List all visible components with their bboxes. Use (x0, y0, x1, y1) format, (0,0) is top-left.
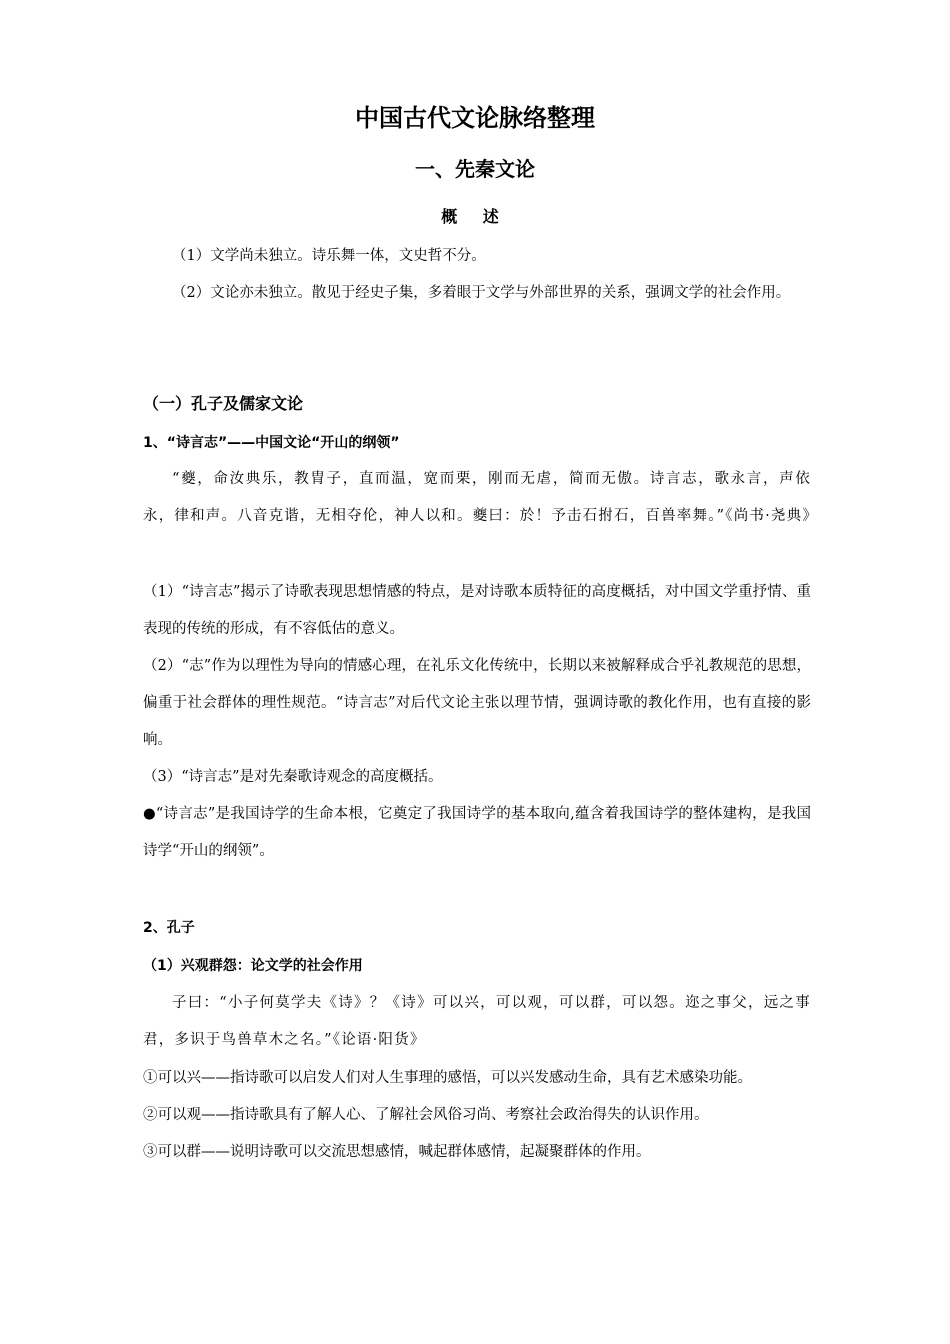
part1-heading: （一）孔子及儒家文论 (143, 394, 304, 413)
overview-block (143, 238, 811, 312)
overview-title: 概 述 (441, 207, 509, 226)
overview-point: （2）文论亦未独立。散见于经史子集，多着眼于文学与外部世界的关系，强调文学的社会作用。 (172, 285, 791, 301)
sub1-point: （2）“志”作为以理性为导向的情感心理，在礼乐文化传统中，长期以来被解释成合乎礼教规范的思想，偏重于社会群体的理性规范。“诗言志”对后代文论主张以理节情，强调诗歌的教化作用，也有直接的影响。 (143, 658, 811, 748)
sub2-heading-block (143, 914, 811, 942)
sub1-quote: “夔，命汝典乐，教胄子，直而温，宽而栗，刚而无虐，简而无傲。诗言志，歌永言，声依永，律和声。八音克谐，无相夺伦，神人以和。夔曰：於！予击石拊石，百兽率舞。”《尚书·尧典》 (143, 471, 819, 524)
sub2-point: ②可以观——指诗歌具有了解人心、了解社会风俗习尚、考察社会政治得失的认识作用。 (143, 1107, 709, 1123)
sub1-heading: 1、“诗言志”——中国文论“开山的纲领” (143, 435, 400, 451)
sub1-quote-block (143, 461, 819, 535)
part1-heading-block (143, 390, 811, 418)
sub2-quote-block (143, 985, 811, 1059)
sub1-points-block (143, 574, 811, 870)
sub1-heading-block (143, 429, 811, 457)
sub2-point: ③可以群——说明诗歌可以交流思想感情，喊起群体感情，起凝聚群体的作用。 (143, 1144, 651, 1160)
sub2-heading: 2、孔子 (143, 920, 195, 936)
document-title: 中国古代文论脉络整理 (355, 104, 595, 132)
sub2-subheading: （1）兴观群怨：论文学的社会作用 (143, 958, 363, 974)
sub2-quote: 子曰：“小子何莫学夫《诗》？《诗》可以兴，可以观，可以群，可以怨。迩之事父，远之事君，多识于鸟兽草木之名。”《论语·阳货》 (143, 995, 811, 1048)
sub2-points-block (143, 1060, 811, 1171)
sub2-subheading-block (143, 952, 811, 980)
section-title: 一、先秦文论 (415, 157, 535, 181)
overview-point: （1）文学尚未独立。诗乐舞一体，文史哲不分。 (172, 248, 486, 264)
sub1-conclusion: ●“诗言志”是我国诗学的生命本根，它奠定了我国诗学的基本取向,蕴含着我国诗学的整体建构，是我国诗学“开山的纲领”。 (143, 806, 811, 859)
sub1-point: （3）“诗言志”是对先秦歌诗观念的高度概括。 (143, 769, 443, 785)
sub1-point: （1）“诗言志”揭示了诗歌表现思想情感的特点，是对诗歌本质特征的高度概括，对中国文学重抒情、重表现的传统的形成，有不容低估的意义。 (143, 584, 811, 637)
sub2-point: ①可以兴——指诗歌可以启发人们对人生事理的感悟，可以兴发感动生命，具有艺术感染功能。 (143, 1070, 752, 1086)
